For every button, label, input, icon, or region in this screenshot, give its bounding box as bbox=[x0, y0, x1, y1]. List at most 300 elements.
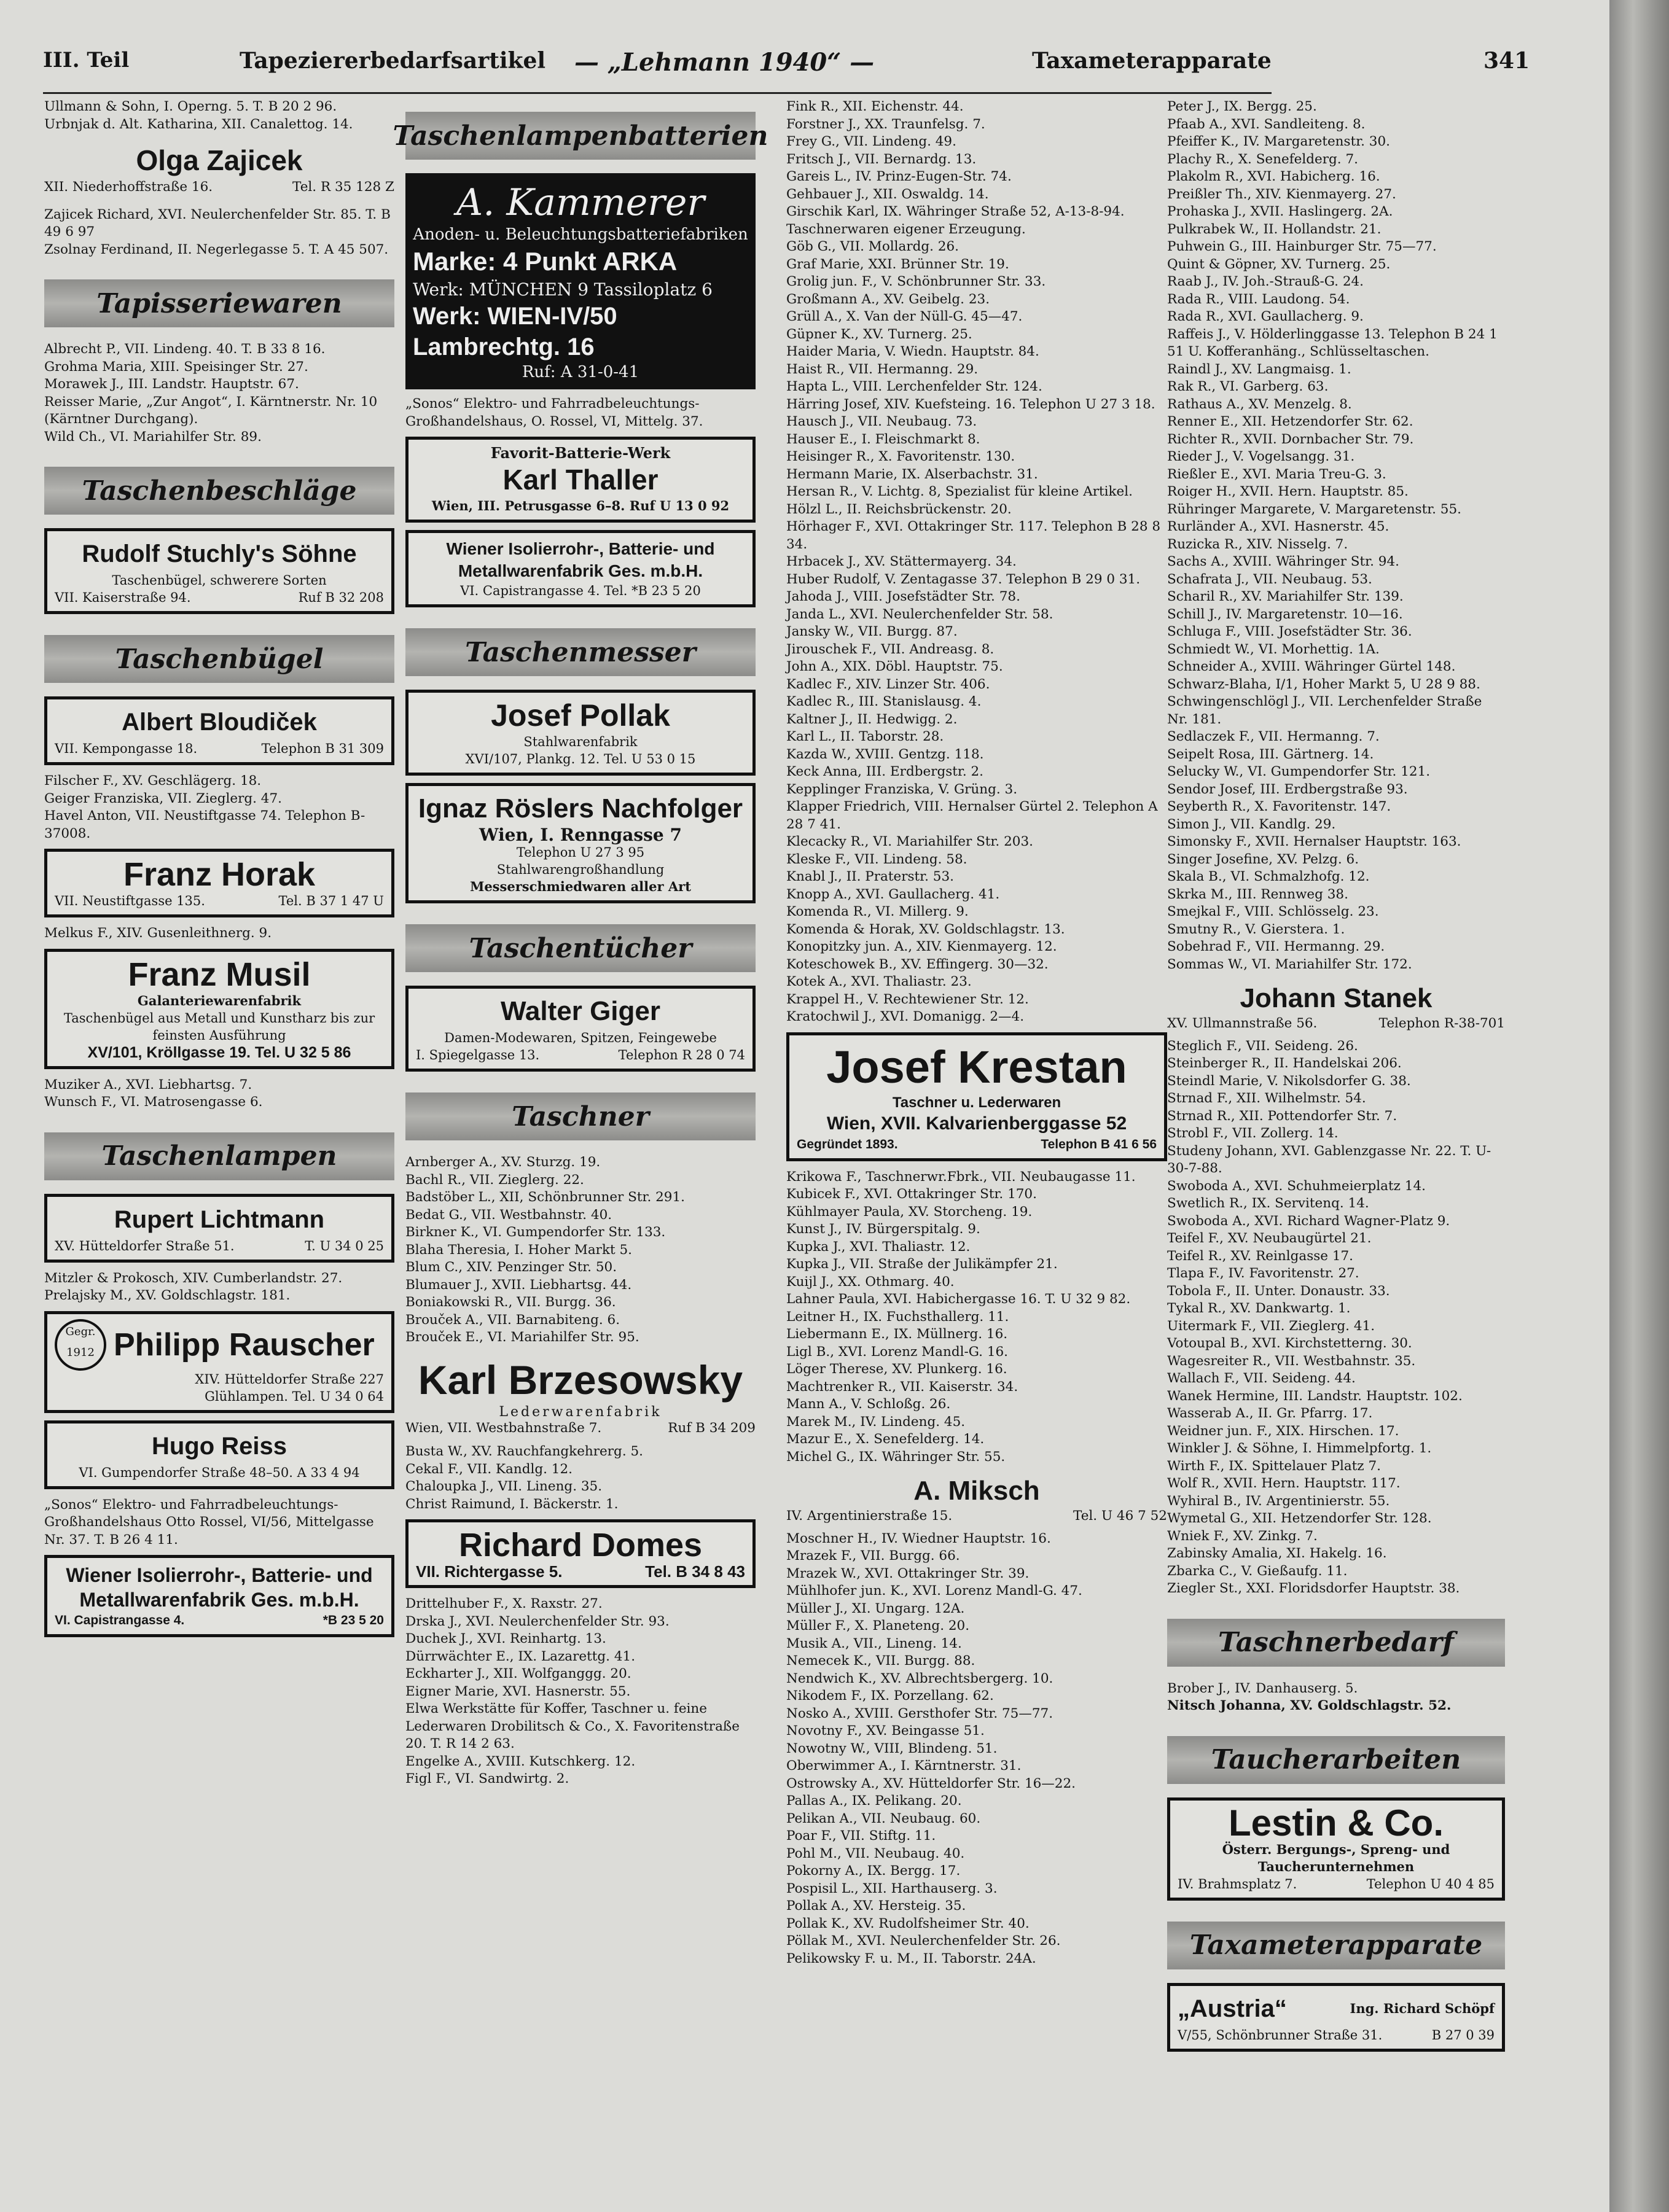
entry: Singer Josefine, XV. Pelzg. 6. bbox=[1167, 851, 1359, 867]
ad-box-kammerer bbox=[405, 173, 756, 389]
entry-list bbox=[44, 341, 394, 446]
entry-list bbox=[44, 1077, 394, 1112]
ad-box bbox=[44, 1311, 394, 1413]
ad-title-row bbox=[55, 1319, 384, 1371]
entry: Brouček E., VI. Mariahilfer Str. 95. bbox=[405, 1330, 639, 1345]
entry: Drittelhuber F., X. Raxstr. 27. bbox=[405, 1596, 603, 1611]
ad-subtitle: Taschenbügel, schwerere Sorten bbox=[112, 573, 327, 588]
entry-list bbox=[44, 773, 394, 843]
entry: Arnberger A., XV. Sturzg. 19. bbox=[405, 1155, 601, 1170]
entry: Quint & Göpner, XV. Turnerg. 25. bbox=[1167, 256, 1391, 272]
entry: Poar F., VII. Stiftg. 11. bbox=[786, 1828, 936, 1844]
entry: Pallas A., IX. Pelikang. 20. bbox=[786, 1793, 962, 1809]
column-1 bbox=[44, 98, 394, 1645]
entry: Wolf R., XVII. Hern. Hauptstr. 117. bbox=[1167, 1476, 1401, 1491]
ad-address: V/55, Schönbrunner Straße 31. bbox=[1178, 2027, 1383, 2043]
ad-address-row bbox=[55, 1612, 384, 1629]
ad-name: Franz Musil bbox=[128, 956, 311, 993]
entry: Ullmann & Sohn, I. Operng. 5. T. B 20 2 96. bbox=[44, 99, 337, 114]
section-heading: Taschner bbox=[405, 1092, 756, 1140]
ad-name: Hugo Reiss bbox=[151, 1432, 287, 1460]
ad-name: Franz Horak bbox=[123, 856, 316, 893]
section-heading: Taucherarbeiten bbox=[1167, 1736, 1505, 1784]
ad-address: XV/101, Kröllgasse 19. Tel. U 32 5 86 bbox=[87, 1043, 351, 1061]
entry: Roiger H., XVII. Hern. Hauptstr. 85. bbox=[1167, 484, 1409, 499]
entry: Schneider A., XVIII. Währinger Gürtel 148. bbox=[1167, 659, 1456, 674]
entry: Haider Maria, V. Wiedn. Hauptstr. 84. bbox=[786, 344, 1039, 359]
entry: Frey G., VII. Lindeng. 49. bbox=[786, 134, 956, 149]
entry: Votoupal B., XVI. Kirchstetterng. 30. bbox=[1167, 1336, 1412, 1351]
entry: Figl F., VI. Sandwirtg. 2. bbox=[405, 1771, 569, 1786]
entry: Pelikan A., VII. Neubaug. 60. bbox=[786, 1810, 981, 1826]
entry: Schwarz-Blaha, I/1, Hoher Markt 5, U 28 9 88. bbox=[1167, 676, 1480, 692]
entry: Urbnjak d. Alt. Katharina, XII. Canalettog. 14. bbox=[44, 116, 353, 132]
column-3 bbox=[786, 98, 1167, 1968]
ad-box bbox=[786, 1032, 1167, 1161]
entry: Müller J., XI. Ungarg. 12A. bbox=[786, 1600, 965, 1616]
entry: Rada R., XVI. Gaullacherg. 9. bbox=[1167, 309, 1364, 324]
entry: Graf Marie, XXI. Brünner Str. 19. bbox=[786, 256, 1009, 272]
ad-name: Olga Zajicek bbox=[136, 144, 303, 176]
entry: Marek M., IV. Lindeng. 45. bbox=[786, 1414, 966, 1430]
entry: Konopitzky jun. A., XIV. Kienmayerg. 12. bbox=[786, 939, 1057, 954]
column-2 bbox=[393, 98, 768, 1788]
entry: Mitzler & Prokosch, XIV. Cumberlandstr. 27. bbox=[44, 1270, 343, 1286]
ad-address-row bbox=[1178, 2027, 1495, 2044]
entry: Oberwimmer A., I. Kärntnerstr. 31. bbox=[786, 1758, 1022, 1774]
entry: Karl L., II. Taborstr. 28. bbox=[786, 729, 944, 744]
ad-description: Messerschmiedwaren aller Art bbox=[470, 879, 691, 894]
entry: Güpner K., XV. Turnerg. 25. bbox=[786, 326, 972, 342]
founding-seal bbox=[55, 1319, 106, 1371]
entry: Drska J., XVI. Neulerchenfelder Str. 93. bbox=[405, 1613, 670, 1629]
entry: Schwingenschlögl J., VII. Lerchenfelder Straße Nr. 181. bbox=[1167, 694, 1487, 727]
entry: Wymetal G., XII. Hetzendorfer Str. 128. bbox=[1167, 1511, 1432, 1526]
ad-box bbox=[44, 1555, 394, 1637]
ad-name: Philipp Rauscher bbox=[114, 1326, 375, 1363]
entry: Kubicek F., XVI. Ottakringer Str. 170. bbox=[786, 1186, 1037, 1202]
entry: Grohma Maria, XIII. Speisinger Str. 27. bbox=[44, 359, 308, 375]
entry-list bbox=[1167, 98, 1505, 973]
entry-list bbox=[405, 1595, 756, 1788]
entry: Geiger Franziska, VII. Zieglerg. 47. bbox=[44, 790, 282, 806]
entry: Eckharter J., XII. Wolfganggg. 20. bbox=[405, 1666, 631, 1681]
entry: Morawek J., III. Landstr. Hauptstr. 67. bbox=[44, 376, 299, 392]
section-heading: Taschenmesser bbox=[405, 628, 756, 676]
entry: Machtrenker R., VII. Kaiserstr. 34. bbox=[786, 1379, 1018, 1395]
entry: Skrka M., III. Rennweg 38. bbox=[1167, 886, 1348, 902]
ad-owner: Ing. Richard Schöpf bbox=[1350, 2000, 1495, 2016]
entry: John A., XIX. Döbl. Hauptstr. 75. bbox=[786, 659, 1003, 674]
entry: Moschner H., IV. Wiedner Hauptstr. 16. bbox=[786, 1530, 1051, 1546]
ad-name: Ignaz Röslers Nachfolger bbox=[418, 793, 743, 824]
ad-address: XVI/107, Plankg. 12. Tel. U 53 0 15 bbox=[465, 752, 696, 766]
section-heading: Taschnerbedarf bbox=[1167, 1619, 1505, 1667]
header-part: III. Teil bbox=[43, 48, 130, 72]
ad-name: Karl Brzesowsky bbox=[418, 1357, 743, 1403]
entry: Mrazek F., VII. Burgg. 66. bbox=[786, 1548, 960, 1564]
entry-list bbox=[786, 1530, 1167, 1968]
entry: Novotny F., XV. Beingasse 51. bbox=[786, 1723, 985, 1739]
ad-address: VII. Kempongasse 18. bbox=[55, 741, 198, 756]
ad-address: Werk: MÜNCHEN 9 Tassiloplatz 6 bbox=[413, 279, 713, 300]
entry: Nosko A., XVIII. Gersthofer Str. 75—77. bbox=[786, 1705, 1053, 1721]
ad-address-row bbox=[55, 740, 384, 757]
entry: Grolig jun. F., V. Schönbrunner Str. 33. bbox=[786, 274, 1046, 289]
entry: Kupka J., XVI. Thaliastr. 12. bbox=[786, 1239, 971, 1255]
ad-address: XIV. Hütteldorfer Straße 227 bbox=[195, 1371, 384, 1387]
section-heading: Taschentücher bbox=[405, 924, 756, 972]
entry: Reisser Marie, „Zur Angot“, I. Kärntnerstr. Nr. 10 (Kärntner Durchgang). bbox=[44, 394, 381, 427]
ad-name: Walter Giger bbox=[501, 996, 660, 1026]
entry: Wasserab A., II. Gr. Pfarrg. 17. bbox=[1167, 1406, 1373, 1421]
entry-list bbox=[44, 1270, 394, 1305]
ad-subtitle: Favorit-Batterie-Werk bbox=[490, 444, 671, 462]
ad-phone: Tel. B 37 1 47 U bbox=[278, 894, 384, 908]
entry: Simonsky F., XVII. Hernalser Hauptstr. 163. bbox=[1167, 834, 1461, 849]
entry-list bbox=[1167, 1038, 1505, 1598]
ad-address-row bbox=[786, 1508, 1167, 1525]
entry-list bbox=[405, 1154, 756, 1347]
entry: Kuijl J., XX. Othmarg. 40. bbox=[786, 1274, 955, 1290]
entry: Heisinger R., X. Favoritenstr. 130. bbox=[786, 449, 1015, 464]
ad-box bbox=[405, 986, 756, 1072]
ad-address: Werk: WIEN-IV/50 Lambrechtg. 16 bbox=[413, 303, 617, 360]
entry: Hauser E., I. Fleischmarkt 8. bbox=[786, 431, 980, 447]
entry: Musik A., VII., Lineng. 14. bbox=[786, 1635, 962, 1651]
entry: Hölzl L., II. Reichsbrückenstr. 20. bbox=[786, 501, 1012, 517]
ad-name: Josef Pollak bbox=[491, 698, 670, 733]
ad-address-row bbox=[44, 179, 394, 197]
entry: Sedlaczek F., VII. Hermanng. 7. bbox=[1167, 729, 1380, 744]
entry: Sendor Josef, III. Erdbergstraße 93. bbox=[1167, 781, 1408, 797]
ad-address-row bbox=[55, 589, 384, 606]
entry: Bedat G., VII. Westbahnstr. 40. bbox=[405, 1207, 612, 1223]
ad-box bbox=[44, 949, 394, 1069]
entry: „Sonos“ Elektro- und Fahrradbeleuchtungs-Großhandelshaus, O. Rossel, VI, Mittelg. 37. bbox=[405, 396, 703, 429]
ad-address-row bbox=[797, 1136, 1157, 1153]
entry: Filscher F., XV. Geschlägerg. 18. bbox=[44, 773, 262, 789]
entry: Sobehrad F., VII. Hermanng. 29. bbox=[1167, 939, 1385, 954]
ad-address: VI. Gumpendorfer Straße 48–50. A 33 4 94 bbox=[79, 1465, 360, 1480]
entry: Puhwein G., III. Hainburger Str. 75—77. bbox=[1167, 239, 1437, 254]
entry: Kotek A., XVI. Thaliastr. 23. bbox=[786, 974, 972, 989]
entry: Melkus F., XIV. Gusenleithnerg. 9. bbox=[44, 925, 272, 941]
ad-box bbox=[405, 783, 756, 903]
entry: Tobola F., II. Unter. Donaustr. 33. bbox=[1167, 1283, 1390, 1299]
entry: Elwa Werkstätte für Koffer, Taschner u. feine Lederwaren Drobilitsch & Co., X. Favoritenstraße 20. T. R 14 2 63. bbox=[405, 1701, 744, 1751]
entry: Richter R., XVII. Dornbacher Str. 79. bbox=[1167, 431, 1414, 447]
entry: Blum C., XIV. Penzinger Str. 50. bbox=[405, 1260, 617, 1275]
ad-address-row bbox=[1178, 1875, 1495, 1893]
entry: Hapta L., VIII. Lerchenfelder Str. 124. bbox=[786, 379, 1042, 394]
entry: Strobl F., VII. Zollerg. 14. bbox=[1167, 1126, 1339, 1141]
ad-name: A. Miksch bbox=[913, 1476, 1040, 1506]
ad-brand: Marke: 4 Punkt ARKA bbox=[413, 247, 678, 276]
entry: Hausch J., VII. Neubaug. 73. bbox=[786, 414, 977, 429]
entry: Fink R., XII. Eichenstr. 44. bbox=[786, 99, 964, 114]
entry: Sachs A., XVIII. Währinger Str. 94. bbox=[1167, 554, 1399, 569]
ad-name: Metallwarenfabrik Ges. m.b.H. bbox=[458, 561, 703, 580]
ad-address: VII. Kaiserstraße 94. bbox=[55, 590, 191, 605]
seal-year: 1912 bbox=[66, 1346, 95, 1359]
entry: Komenda & Horak, XV. Goldschlagstr. 13. bbox=[786, 921, 1065, 937]
header-left: Tapeziererbedarfsartikel bbox=[240, 48, 546, 74]
entry: Kühlmayer Paula, XV. Storcheng. 19. bbox=[786, 1204, 1033, 1220]
ad-box bbox=[405, 437, 756, 523]
entry: Steglich F., VII. Seideng. 26. bbox=[1167, 1038, 1358, 1054]
ad-phone: T. U 34 0 25 bbox=[305, 1238, 384, 1253]
entry: Wallach F., VII. Seideng. 44. bbox=[1167, 1371, 1356, 1386]
entry: Zsolnay Ferdinand, II. Negerlegasse 5. T. A 45 507. bbox=[44, 241, 389, 257]
ad-address: IV. Argentinierstraße 15. bbox=[786, 1508, 953, 1524]
entry: Müller F., X. Planeteng. 20. bbox=[786, 1618, 970, 1634]
ad-name: Albert Bloudiček bbox=[122, 709, 317, 736]
entry: Fritsch J., VII. Bernardg. 13. bbox=[786, 151, 977, 167]
entry: Pollak K., XV. Rudolfsheimer Str. 40. bbox=[786, 1915, 1030, 1931]
ad-name: Rupert Lichtmann bbox=[114, 1205, 325, 1233]
ad-phone: Telephon U 27 3 95 bbox=[516, 845, 645, 860]
ad-box bbox=[405, 690, 756, 776]
entry: Kepplinger Franziska, V. Grüng. 3. bbox=[786, 781, 1018, 797]
ad-address-row bbox=[1167, 1015, 1505, 1033]
ad-box bbox=[44, 696, 394, 765]
entry: Kadlec R., III. Stanislausg. 4. bbox=[786, 694, 982, 709]
entry: Großmann A., XV. Geibelg. 23. bbox=[786, 291, 990, 307]
ad-address: I. Spiegelgasse 13. bbox=[416, 1048, 540, 1062]
ad-subtitle: Österr. Bergungs-, Spreng- und Taucherunternehmen bbox=[1222, 1841, 1450, 1874]
entry: Swetlich R., IX. Servitenq. 14. bbox=[1167, 1196, 1369, 1211]
entry: Pohl M., VII. Neubaug. 40. bbox=[786, 1845, 965, 1861]
ad-box bbox=[44, 528, 394, 614]
entry: Studeny Johann, XVI. Gablenzgasse Nr. 22. T. U-30-7-88. bbox=[1167, 1143, 1491, 1176]
ad-name: Rudolf Stuchly's Söhne bbox=[82, 540, 357, 567]
entry: Jirouschek F., VII. Andreasg. 8. bbox=[786, 641, 995, 657]
entry: Mann A., V. Schloßg. 26. bbox=[786, 1396, 951, 1412]
entry: Steindl Marie, V. Nikolsdorfer G. 38. bbox=[1167, 1073, 1411, 1089]
entry: Hersan R., V. Lichtg. 8, Spezialist für kleine Artikel. bbox=[786, 484, 1133, 499]
ad-phone: Ruf: A 31-0-41 bbox=[522, 363, 639, 381]
entry: Ruzicka R., XIV. Nisselg. 7. bbox=[1167, 536, 1348, 552]
entry: Pöllak M., XVI. Neulerchenfelder Str. 26. bbox=[786, 1933, 1061, 1949]
page-number: 341 bbox=[1483, 48, 1530, 74]
ad-address: Wien, XVII. Kalvarienberggasse 52 bbox=[826, 1113, 1127, 1134]
ad-name: Metallwarenfabrik Ges. m.b.H. bbox=[79, 1589, 359, 1611]
entry: Preißler Th., XIV. Kienmayerg. 27. bbox=[1167, 186, 1396, 202]
entry-list bbox=[405, 1443, 756, 1513]
entry-list bbox=[786, 1169, 1167, 1466]
ad-address: VI. Capistrangasse 4. bbox=[55, 1613, 185, 1627]
entry: Plakolm R., XVI. Habicherg. 16. bbox=[1167, 169, 1380, 184]
ad-address-row bbox=[55, 892, 384, 909]
entry: Dürrwächter E., IX. Lazarettg. 41. bbox=[405, 1648, 636, 1664]
entry: Smejkal F., VIII. Schlösselg. 23. bbox=[1167, 904, 1379, 919]
entry: Zbarka C., V. Gießaufg. 11. bbox=[1167, 1563, 1348, 1579]
entry: Wniek F., XV. Zinkg. 7. bbox=[1167, 1528, 1318, 1544]
entry: Brober J., IV. Danhauserg. 5. bbox=[1167, 1680, 1358, 1696]
ad-subtitle: Anoden- u. Beleuchtungsbatteriefabriken bbox=[413, 225, 748, 244]
entry: Nikodem F., IX. Porzellang. 62. bbox=[786, 1688, 994, 1704]
entry: Nitsch Johanna, XV. Goldschlagstr. 52. bbox=[1167, 1698, 1452, 1713]
entry: Teifel R., XV. Reinlgasse 17. bbox=[1167, 1248, 1354, 1264]
entry: Rurländer A., XVI. Hasnerstr. 45. bbox=[1167, 519, 1390, 534]
entry: Strnad F., XII. Wilhelmstr. 54. bbox=[1167, 1091, 1366, 1106]
entry: Gehbauer J., XII. Oswaldg. 14. bbox=[786, 186, 989, 202]
ad-phone: Telephon U 40 4 85 bbox=[1366, 1876, 1495, 1891]
entry: Pfaab A., XVI. Sandleiteng. 8. bbox=[1167, 116, 1366, 132]
entry: Weidner jun. F., XIX. Hirschen. 17. bbox=[1167, 1423, 1399, 1439]
ad-phone: Tel. U 46 7 52 bbox=[1073, 1508, 1167, 1524]
entry: Badstöber L., XII, Schönbrunner Str. 291. bbox=[405, 1190, 685, 1205]
entry: Hörhager F., XVI. Ottakringer Str. 117. Telephon B 28 8 34. bbox=[786, 519, 1165, 552]
entry: Strnad R., XII. Pottendorfer Str. 7. bbox=[1167, 1108, 1397, 1124]
ad-name: Karl Thaller bbox=[502, 464, 659, 496]
entry: Rühringer Margarete, V. Margaretenstr. 55. bbox=[1167, 501, 1461, 517]
entry: Cekal F., VII. Kandlg. 12. bbox=[405, 1461, 573, 1477]
entry: Christ Raimund, I. Bäckerstr. 1. bbox=[405, 1496, 619, 1512]
entry: Pollak A., XV. Hersteig. 35. bbox=[786, 1898, 966, 1914]
entry: Sommas W., VI. Mariahilfer Str. 172. bbox=[1167, 956, 1412, 972]
ad-box bbox=[1167, 1983, 1505, 2052]
entry: Huber Rudolf, V. Zentagasse 37. Telephon B 29 0 31. bbox=[786, 571, 1141, 587]
section-heading: Taschenlampenbatterien bbox=[405, 112, 756, 160]
entry: Ziegler St., XXI. Floridsdorfer Hauptstr. 38. bbox=[1167, 1581, 1460, 1596]
entry: Hermann Marie, IX. Alserbachstr. 31. bbox=[786, 466, 1038, 482]
entry: Pulkrabek W., II. Hollandstr. 21. bbox=[1167, 221, 1382, 237]
entry: Härring Josef, XIV. Kuefsteing. 16. Telephon U 27 3 18. bbox=[786, 396, 1155, 412]
entry: Uitermark F., VII. Zieglerg. 41. bbox=[1167, 1318, 1375, 1334]
section-heading: Taxameterapparate bbox=[1167, 1922, 1505, 1969]
entry: Janda L., XVI. Neulerchenfelder Str. 58. bbox=[786, 606, 1053, 622]
entry: Leitner H., IX. Fuchsthallerg. 11. bbox=[786, 1309, 1009, 1325]
entry: Birkner K., VI. Gumpendorfer Str. 133. bbox=[405, 1225, 666, 1240]
ad-address-row bbox=[405, 1420, 756, 1438]
entry: Busta W., XV. Rauchfangkehrerg. 5. bbox=[405, 1444, 643, 1459]
entry: Plachy R., X. Senefelderg. 7. bbox=[1167, 151, 1358, 167]
entry: Rathaus A., XV. Menzelg. 8. bbox=[1167, 396, 1352, 412]
entry: Grüll A., X. Van der Nüll-G. 45—47. bbox=[786, 309, 1023, 324]
entry: Nemecek K., VII. Burgg. 88. bbox=[786, 1653, 975, 1669]
entry: Kleske F., VII. Lindeng. 58. bbox=[786, 851, 967, 867]
ad-phone: *B 23 5 20 bbox=[322, 1613, 384, 1627]
entry-list bbox=[786, 98, 1167, 1026]
entry: Keck Anna, III. Erdbergstr. 2. bbox=[786, 764, 983, 779]
entry: Pospisil L., XII. Harthauserg. 3. bbox=[786, 1880, 998, 1896]
entry: Krikowa F., Taschnerwr.Fbrk., VII. Neubaugasse 11. bbox=[786, 1169, 1136, 1185]
entry: Rießler E., XVI. Maria Treu-G. 3. bbox=[1167, 466, 1386, 482]
entry: Kaltner J., II. Hedwigg. 2. bbox=[786, 711, 958, 727]
section-heading: Taschenbügel bbox=[44, 635, 394, 683]
ad-phone: Tel. R 35 128 Z bbox=[292, 179, 394, 195]
header-rule bbox=[43, 92, 1272, 94]
entry: Kunst J., IV. Bürgerspitalg. 9. bbox=[786, 1221, 980, 1237]
entry: Renner E., XII. Hetzendorfer Str. 62. bbox=[1167, 414, 1413, 429]
entry: Klecacky R., VI. Mariahilfer Str. 203. bbox=[786, 834, 1033, 849]
entry: Tykal R., XV. Dankwartg. 1. bbox=[1167, 1301, 1351, 1316]
entry: Simon J., VII. Kandlg. 29. bbox=[1167, 816, 1336, 832]
ad-name: Josef Krestan bbox=[826, 1041, 1127, 1092]
entry: Rada R., VIII. Laudong. 54. bbox=[1167, 291, 1350, 307]
entry: Schafrata J., VII. Neubaug. 53. bbox=[1167, 571, 1372, 587]
entry: Kazda W., XVIII. Gentzg. 118. bbox=[786, 746, 984, 762]
entry: Rak R., VI. Garberg. 63. bbox=[1167, 379, 1329, 394]
ad-phone: Telephon B 31 309 bbox=[261, 741, 384, 756]
ad-title-row bbox=[1178, 1991, 1495, 2027]
entry: Peter J., IX. Bergg. 25. bbox=[1167, 99, 1317, 114]
entry: Forstner J., XX. Traunfelsg. 7. bbox=[786, 116, 985, 132]
entry: Kupka J., VII. Straße der Julikämpfer 21. bbox=[786, 1256, 1058, 1272]
entry: Teifel F., XV. Neubaugürtel 21. bbox=[1167, 1231, 1372, 1246]
ad-description: Stahlwarengroßhandlung bbox=[496, 862, 665, 877]
ad-address: VII. Neustiftgasse 135. bbox=[55, 894, 205, 908]
entry: Lahner Paula, XVI. Habichergasse 16. T. U 32 9 82. bbox=[786, 1291, 1131, 1307]
entry: Chaloupka J., VII. Lineng. 35. bbox=[405, 1479, 603, 1494]
entry: Koteschowek B., XV. Effingerg. 30—32. bbox=[786, 956, 1049, 972]
ad-box bbox=[44, 849, 394, 917]
ad-phone: Tel. B 34 8 43 bbox=[645, 1562, 745, 1581]
entry: Ostrowsky A., XV. Hütteldorfer Str. 16—22. bbox=[786, 1775, 1076, 1791]
ad-box bbox=[44, 1420, 394, 1489]
entry: Löger Therese, XV. Plunkerg. 16. bbox=[786, 1361, 1007, 1377]
ad-subtitle: Taschner u. Lederwaren bbox=[892, 1094, 1061, 1111]
ad-address: Wien, III. Petrusgasse 6–8. Ruf U 13 0 92 bbox=[431, 498, 730, 513]
section-heading: Taschenlampen bbox=[44, 1132, 394, 1180]
ad-name: A. Kammerer bbox=[456, 181, 705, 224]
column-4 bbox=[1167, 98, 1505, 2059]
entry: Selucky W., VI. Gumpendorfer Str. 121. bbox=[1167, 764, 1431, 779]
entry: Krappel H., V. Rechtewiener Str. 12. bbox=[786, 991, 1029, 1007]
entry: Prohaska J., XVII. Haslingerg. 2A. bbox=[1167, 204, 1393, 219]
ad-address: VI. Capistrangasse 4. Tel. *B 23 5 20 bbox=[460, 583, 701, 598]
ad-subtitle: Lederwarenfabrik bbox=[499, 1404, 662, 1420]
entry: Schluga F., VIII. Josefstädter Str. 36. bbox=[1167, 624, 1412, 639]
entry: Albrecht P., VII. Lindeng. 40. T. B 33 8 16. bbox=[44, 341, 326, 357]
entry: Kratochwil J., XVI. Domanigg. 2—4. bbox=[786, 1009, 1025, 1024]
entry: Michel G., IX. Währinger Str. 55. bbox=[786, 1449, 1006, 1465]
entry: Havel Anton, VII. Neustiftgasse 74. Telephon B-37008. bbox=[44, 808, 365, 841]
entry: Swoboda A., XVI. Richard Wagner-Platz 9. bbox=[1167, 1213, 1450, 1229]
entry: Komenda R., VI. Millerg. 9. bbox=[786, 904, 969, 919]
ad-phone: Telephon B 41 6 56 bbox=[1041, 1137, 1157, 1151]
ad-address-row bbox=[416, 1046, 745, 1064]
entry: Muziker A., XVI. Liebhartsg. 7. bbox=[44, 1077, 252, 1092]
entry: Scharil R., XV. Mariahilfer Str. 139. bbox=[1167, 589, 1404, 604]
entry: Jahoda J., VIII. Josefstädter Str. 78. bbox=[786, 589, 1020, 604]
entry: Wyhiral B., IV. Argentinierstr. 55. bbox=[1167, 1493, 1390, 1509]
entry: Wanek Hermine, III. Landstr. Hauptstr. 102. bbox=[1167, 1388, 1463, 1404]
header-center: — „Lehmann 1940“ — bbox=[574, 48, 875, 77]
entry: Wirth F., IX. Spittelauer Platz 7. bbox=[1167, 1458, 1381, 1474]
entry: Knabl J., II. Praterstr. 53. bbox=[786, 869, 954, 884]
ad-subtitle: Damen-Modewaren, Spitzen, Feingewebe bbox=[444, 1030, 717, 1045]
ad-name: Richard Domes bbox=[458, 1527, 703, 1564]
ad-box bbox=[1167, 1797, 1505, 1901]
seal-text: Gegr. bbox=[65, 1325, 96, 1338]
ad-address: IV. Brahmsplatz 7. bbox=[1178, 1876, 1297, 1891]
entry: Knopp A., XVI. Gaullacherg. 41. bbox=[786, 886, 1000, 902]
entry: Ligl B., XVI. Lorenz Mandl-G. 16. bbox=[786, 1344, 1009, 1360]
entry: Mrazek W., XVI. Ottakringer Str. 39. bbox=[786, 1565, 1030, 1581]
entry: Zabinsky Amalia, XI. Hakelg. 16. bbox=[1167, 1546, 1387, 1561]
ad-address: XV. Ullmannstraße 56. bbox=[1167, 1016, 1318, 1031]
ad-address: XV. Hütteldorfer Straße 51. bbox=[55, 1238, 235, 1253]
entry: Raab J., IV. Joh.-Strauß-G. 24. bbox=[1167, 274, 1364, 289]
entry: Wild Ch., VI. Mariahilfer Str. 89. bbox=[44, 429, 262, 445]
ad-name: Johann Stanek bbox=[1240, 983, 1433, 1013]
ad-phone: B 27 0 39 bbox=[1431, 2027, 1495, 2043]
ad-phone: Ruf B 34 209 bbox=[668, 1420, 756, 1436]
ad-phone: Ruf B 32 208 bbox=[298, 590, 384, 605]
